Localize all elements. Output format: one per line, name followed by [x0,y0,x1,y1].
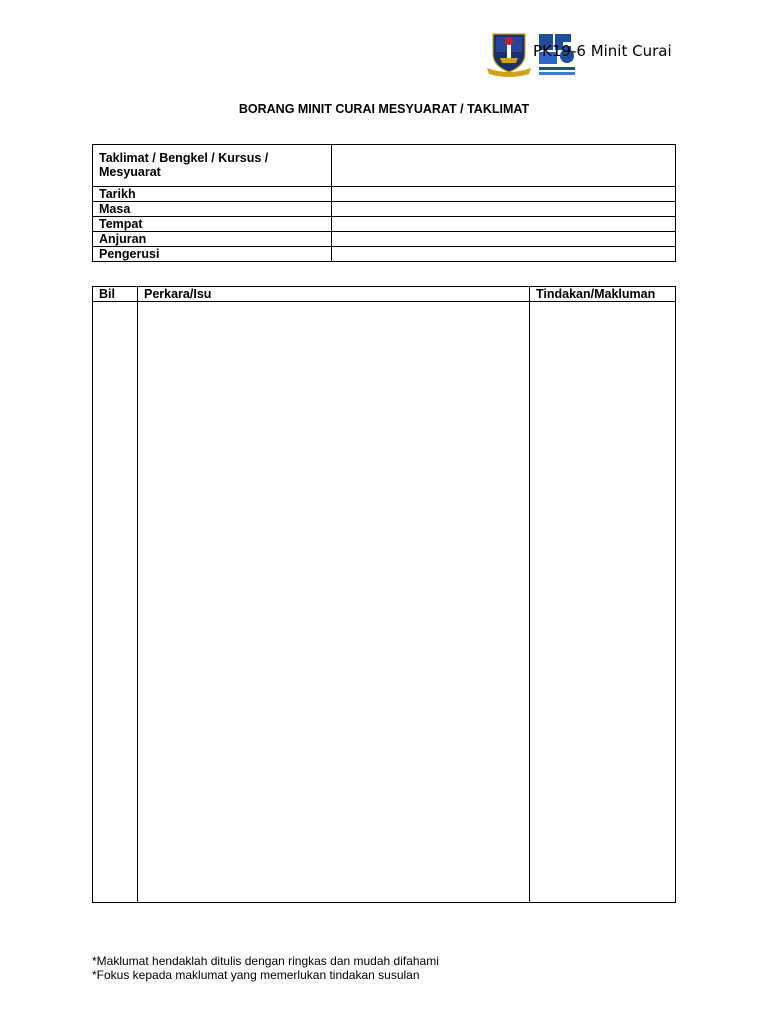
info-label: Tarikh [93,187,332,202]
info-row-date [93,187,676,202]
info-row-chairperson [93,247,676,262]
perkara-cell[interactable] [138,302,530,903]
minutes-table [92,286,676,903]
tindakan-cell[interactable] [530,302,676,903]
form-code: PK19-6 Minit Curai [533,42,672,60]
footnote: *Maklumat hendaklah ditulis dengan ringkas dan mudah difahami [92,954,439,968]
info-label: Taklimat / Bengkel / Kursus / Mesyuarat [93,145,332,187]
info-label: Tempat [93,217,332,232]
minutes-header-row [93,287,676,302]
column-header-perkara: Perkara/Isu [138,287,530,302]
info-value-field[interactable] [332,145,676,187]
bil-cell[interactable] [93,302,138,903]
info-label: Pengerusi [93,247,332,262]
info-value-field[interactable] [332,202,676,217]
footnotes [92,954,439,982]
info-row-place [93,217,676,232]
info-label: Masa [93,202,332,217]
info-row-event-type [93,145,676,187]
school-crest-logo [487,34,531,77]
info-value-field[interactable] [332,217,676,232]
meeting-info-table [92,144,676,262]
info-value-field[interactable] [332,232,676,247]
minutes-body-row [93,302,676,903]
info-row-organizer [93,232,676,247]
info-label: Anjuran [93,232,332,247]
page-title: BORANG MINIT CURAI MESYUARAT / TAKLIMAT [238,102,530,116]
footnote: *Fokus kepada maklumat yang memerlukan tindakan susulan [92,968,420,982]
info-row-time [93,202,676,217]
info-value-field[interactable] [332,187,676,202]
column-header-tindakan: Tindakan/Makluman [530,287,676,302]
column-header-bil: Bil [93,287,138,302]
info-value-field[interactable] [332,247,676,262]
